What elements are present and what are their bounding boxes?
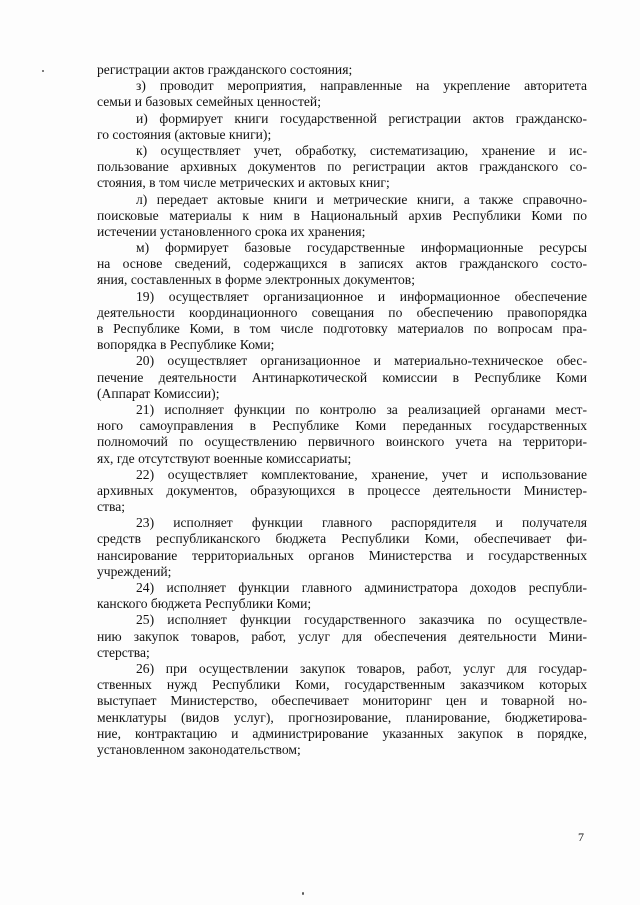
text-line: 26) при осуществлении закупок товаров, работ, услуг для государ- [136, 660, 587, 676]
text-line: поисковые материалы к ним в Национальный архив Республики Коми по [97, 207, 587, 223]
text-line: ного самоуправления в Республике Коми переданных государственных [97, 418, 587, 434]
text-line: в Республике Коми, в том числе подготовку материалов по вопросам пра- [97, 321, 587, 336]
text-line: 21) исполняет функции по контролю за реализацией органами мест- [136, 401, 587, 417]
text-line: регистрации актов гражданского состояния; [97, 62, 353, 77]
document-body [97, 62, 587, 758]
text-line: семьи и базовых семейных ценностей; [97, 94, 321, 110]
text-line: 23) исполняет функции главного распорядителя и получателя [136, 515, 587, 531]
text-line: л) передает актовые книги и метрические книги, а также справочно- [136, 191, 587, 207]
text-line: 22) осуществляет комплектование, хранение, учет и использование [136, 466, 587, 482]
text-line: ние, контрактацию и администрирование указанных закупок в порядке, [97, 725, 587, 741]
scan-speck [42, 70, 44, 72]
text-line: 19) осуществляет организационное и информационное обеспечение [136, 288, 587, 304]
text-line: го состояния (актовые книги); [97, 126, 272, 142]
text-line: м) формирует базовые государственные информационные ресурсы [136, 240, 587, 256]
text-line: ях, где отсутствуют военные комиссариаты; [97, 450, 352, 466]
text-line: 25) исполняет функции государственного заказчика по осуществле- [136, 612, 587, 628]
text-line: истечении установленного срока их хранения; [97, 223, 366, 239]
text-line: 24) исполняет функции главного администратора доходов республи- [136, 580, 587, 595]
text-line: нию закупок товаров, работ, услуг для обеспечения деятельности Мини- [97, 628, 587, 644]
text-line: ства; [97, 499, 126, 515]
text-line: выступает Министерство, обеспечивает мониторинг цен и товарной но- [97, 693, 587, 709]
text-line: вопорядка в Республике Коми; [97, 337, 275, 353]
page-number: 7 [578, 830, 584, 844]
text-line: ственных нужд Республики Коми, государственным заказчиком которых [97, 677, 587, 693]
text-line: к) осуществляет учет, обработку, систематизацию, хранение и ис- [136, 142, 587, 158]
text-line: нансирование территориальных органов Министерства и государственных [97, 547, 587, 563]
text-line: и) формирует книги государственной регистрации актов гражданско- [136, 110, 587, 126]
text-line: з) проводит мероприятия, направленные на укрепление авторитета [136, 78, 587, 94]
text-line: канского бюджета Республики Коми; [97, 596, 312, 612]
text-line: средств республиканского бюджета Республики Коми, обеспечивает фи- [97, 531, 587, 547]
scan-speck [302, 892, 304, 895]
text-line: 20) осуществляет организационное и материально-техническое обес- [136, 353, 587, 369]
text-line: полномочий по осуществлению первичного воинского учета на территори- [97, 434, 587, 450]
text-line: архивных документов, образующихся в процессе деятельности Министер- [97, 482, 587, 498]
text-line: пользование архивных документов по регистрации актов гражданского со- [97, 159, 587, 175]
text-line: менклатуры (видов услуг), прогнозирование, планирование, бюджетирова- [97, 709, 587, 725]
text-line: стояния, в том числе метрических и актовых книг; [97, 175, 390, 191]
text-line: стерства; [97, 644, 150, 660]
text-line: (Аппарат Комиссии); [97, 385, 220, 401]
text-line: учреждений; [97, 563, 172, 579]
text-line: яния, составленных в форме электронных документов; [97, 272, 415, 288]
text-line: деятельности координационного совещания по обеспечению правопорядка [97, 304, 587, 320]
text-line: на основе сведений, содержащихся в записях актов гражданского состо- [97, 256, 587, 272]
text-line: установленном законодательством; [97, 741, 301, 757]
text-line: печение деятельности Антинаркотической комиссии в Республике Коми [97, 369, 587, 385]
